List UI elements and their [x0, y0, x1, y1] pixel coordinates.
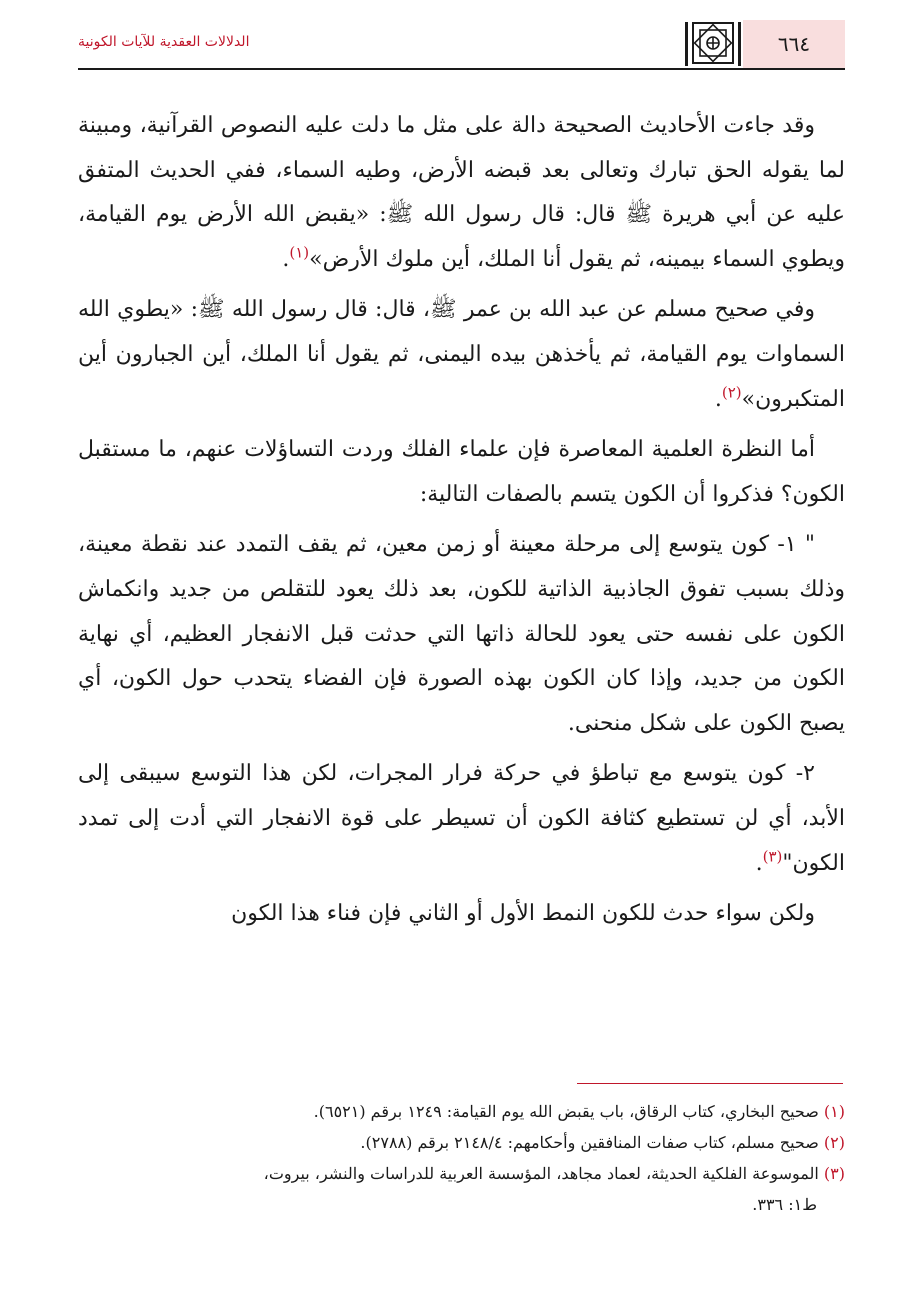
footnote-number: (٢) — [823, 1133, 845, 1152]
paragraph-4: " ١- كون يتوسع إلى مرحلة معينة أو زمن معين، ثم يقف التمدد عند نقطة معينة، وذلك بسبب تفوق الجاذبية الذاتية للكون، بعد ذلك يعود للتقلص من جديد وانكماش الكون على نفسه حتى يعود للحالة ذاتها التي حدثت قبل الانفجار العظيم، أي نهاية الكون من جديد، وإذا كان الكون بهذه الصورة فإن الفضاء يتحدب حول الكون، أي يصبح الكون على شكل منحنى. — [78, 532, 845, 736]
paragraph-1 — [78, 104, 845, 282]
running-title: الدلالات العقدية للآيات الكونية — [78, 34, 250, 50]
paragraph-5-text: ٢- كون يتوسع مع تباطؤ في حركة فرار المجرات، لكن هذا التوسع سيبقى إلى الأبد، أي لن تستطيع كثافة الكون أن تسيطر على قوة الانفجار التي أدت إلى تمدد الكون" — [78, 761, 845, 876]
paragraph-5 — [78, 752, 845, 886]
footnote-1 — [78, 1096, 845, 1127]
footnote-text: صحيح مسلم، كتاب صفات المنافقين وأحكامهم: ٢١٤٨/٤ برقم (٢٧٨٨). — [360, 1133, 819, 1152]
footnote-rule — [577, 1083, 843, 1084]
footnote-number: (٣) — [823, 1164, 845, 1183]
footnote-text: صحيح البخاري، كتاب الرقاق، باب يقبض الله يوم القيامة: ١٢٤٩ برقم (٦٥٢١). — [313, 1102, 819, 1121]
paragraph-2-text: وفي صحيح مسلم عن عبد الله بن عمر ﷺ، قال: قال رسول الله ﷺ: «يطوي الله السماوات يوم القيامة، ثم يأخذهن بيده اليمنى، ثم يقول أنا الملك، أين الجبارون أين المتكبرون» — [78, 297, 845, 412]
page-header — [78, 20, 845, 70]
paragraph-2-end: . — [714, 386, 722, 412]
paragraph-1-end: . — [282, 246, 290, 272]
footnote-2 — [78, 1127, 845, 1158]
footnote-ref-1[interactable]: (١) — [289, 243, 310, 262]
paragraph-1-text: وقد جاءت الأحاديث الصحيحة دالة على مثل ما دلت عليه النصوص القرآنية، ومبينة لما يقوله الحق تبارك وتعالى بعد قبضه الأرض، وطيه السماء، ففي الحديث المتفق عليه عن أبي هريرة ﷺ قال: قال رسول الله ﷺ: «يقبض الله الأرض يوم القيامة، ويطوي السماء بيمينه، ثم يقول أنا الملك، أين ملوك الأرض» — [78, 113, 845, 272]
paragraph-2 — [78, 288, 845, 422]
footnote-3-continued: ط١: ٣٣٦. — [752, 1195, 817, 1214]
star-ornament-icon — [685, 20, 741, 68]
paragraph-5-end: . — [755, 850, 763, 876]
footnote-3 — [78, 1158, 845, 1189]
footnote-text: الموسوعة الفلكية الحديثة، لعماد مجاهد، المؤسسة العربية للدراسات والنشر، بيروت، — [263, 1164, 819, 1183]
paragraph-3: أما النظرة العلمية المعاصرة فإن علماء الفلك وردت التساؤلات عنهم، ما مستقبل الكون؟ فذكروا أن الكون يتسم بالصفات التالية: — [78, 437, 845, 507]
footnote-ref-3[interactable]: (٣) — [762, 847, 783, 866]
footnote-ref-2[interactable]: (٢) — [721, 383, 742, 402]
header-rule — [78, 68, 845, 70]
page-number: ٦٦٤ — [743, 20, 845, 68]
main-text — [78, 104, 845, 943]
footnote-number: (١) — [823, 1102, 845, 1121]
paragraph-6: ولكن سواء حدث للكون النمط الأول أو الثاني فإن فناء هذا الكون — [231, 901, 815, 927]
footnotes — [78, 1096, 845, 1220]
